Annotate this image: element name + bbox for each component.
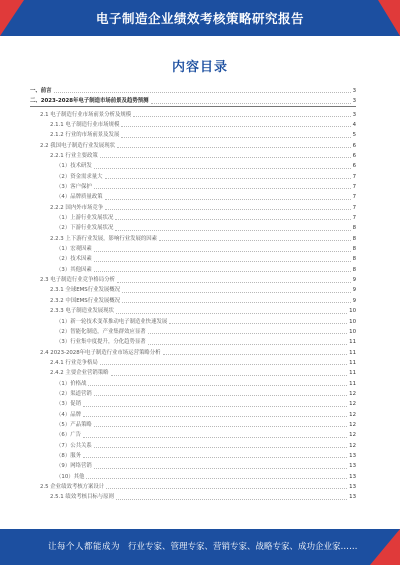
toc-entry[interactable] bbox=[30, 108, 356, 118]
toc-leader-dots bbox=[94, 188, 351, 189]
toc-leader-dots bbox=[121, 137, 350, 138]
footer-slogan-left: 让每个人都能成为 bbox=[48, 542, 121, 552]
toc-leader-dots bbox=[106, 488, 347, 489]
toc-leader-dots bbox=[86, 478, 347, 479]
toc-leader-dots bbox=[159, 240, 350, 241]
toc-entry-label: （1）技术研发 bbox=[56, 163, 92, 170]
toc-entry-label: （1）价格战 bbox=[56, 380, 87, 387]
toc-entry-label: 2.2.1 行业主要政策 bbox=[50, 153, 98, 159]
toc-leader-dots bbox=[111, 375, 348, 376]
toc-entry-label: （3）客户保护 bbox=[56, 184, 92, 191]
toc-entry-page: 8 bbox=[352, 256, 356, 263]
toc-leader-dots bbox=[94, 271, 351, 272]
toc-leader-dots bbox=[94, 468, 347, 469]
toc-entry-label: （6）广告 bbox=[56, 432, 81, 439]
toc-entry[interactable] bbox=[30, 397, 356, 407]
toc-entry-label: 2.1.1 电子制造行业市场规模 bbox=[50, 121, 120, 128]
toc-entry[interactable] bbox=[30, 315, 356, 325]
toc-entry-label: 2.2 我国电子制造行业发展现状 bbox=[40, 142, 115, 149]
toc-entry[interactable] bbox=[30, 118, 356, 128]
toc-entry-page: 11 bbox=[349, 370, 356, 377]
toc-entry[interactable] bbox=[30, 263, 356, 273]
toc-entry-label: （10）其他 bbox=[56, 473, 85, 480]
table-of-contents bbox=[30, 84, 356, 501]
toc-leader-dots bbox=[117, 147, 351, 148]
toc-leader-dots bbox=[83, 437, 347, 438]
toc-leader-dots bbox=[151, 103, 351, 104]
toc-entry-page: 3 bbox=[352, 111, 356, 118]
toc-entry-page: 4 bbox=[352, 121, 356, 128]
toc-entry-page: 7 bbox=[352, 215, 356, 222]
toc-entry-page: 10 bbox=[349, 318, 356, 325]
toc-entry[interactable] bbox=[30, 139, 356, 149]
toc-entry-label: 2.3.1 全球EMS行业发展概况 bbox=[50, 287, 121, 294]
toc-entry-label: （8）服务 bbox=[56, 452, 81, 459]
toc-entry-label: 2.3.3 电子制造业发展现状 bbox=[50, 308, 114, 315]
toc-entry-label: （3）促销 bbox=[56, 401, 81, 408]
toc-leader-dots bbox=[116, 499, 347, 500]
toc-entry-page: 8 bbox=[352, 235, 356, 242]
toc-entry-label: （2）智能化制造，产业集群效应显著 bbox=[56, 328, 146, 335]
toc-entry-page: 12 bbox=[349, 432, 356, 439]
toc-entry-label: 2.1.2 行业的市场前景及发展 bbox=[50, 132, 120, 139]
toc-entry[interactable] bbox=[30, 253, 356, 263]
toc-entry-label: （1）宏观因素 bbox=[56, 246, 92, 253]
toc-entry[interactable] bbox=[30, 335, 356, 345]
toc-entry[interactable] bbox=[30, 149, 356, 159]
toc-entry[interactable] bbox=[30, 84, 356, 94]
toc-entry-label: 2.4 2023-2028年电子制造行业市场运营策略分析 bbox=[40, 349, 161, 356]
toc-entry[interactable] bbox=[30, 294, 356, 304]
toc-entry[interactable] bbox=[30, 170, 356, 180]
toc-entry-page: 13 bbox=[349, 484, 356, 490]
toc-entry-page: 11 bbox=[349, 349, 356, 356]
toc-entry-label: 二、2023-2028年电子制造市场前景及趋势预测 bbox=[30, 98, 149, 105]
toc-leader-dots bbox=[83, 416, 347, 417]
toc-leader-dots bbox=[100, 364, 347, 365]
toc-heading: 内容目录 bbox=[171, 60, 228, 75]
toc-leader-dots bbox=[169, 323, 347, 324]
toc-entry-page: 3 bbox=[352, 98, 356, 105]
toc-entry[interactable] bbox=[30, 201, 356, 211]
toc-entry-page: 10 bbox=[349, 328, 356, 335]
toc-entry[interactable] bbox=[30, 459, 356, 469]
toc-entry[interactable] bbox=[30, 346, 356, 356]
toc-leader-dots bbox=[115, 230, 350, 231]
toc-entry-page: 9 bbox=[352, 277, 356, 284]
toc-entry[interactable] bbox=[30, 470, 356, 480]
toc-entry[interactable] bbox=[30, 242, 356, 252]
toc-entry[interactable] bbox=[30, 428, 356, 438]
toc-entry-page: 5 bbox=[352, 132, 356, 139]
toc-entry[interactable] bbox=[30, 490, 356, 500]
toc-entry-label: （3）其他因素 bbox=[56, 266, 92, 273]
toc-entry-label: （9）网络营销 bbox=[56, 463, 92, 470]
toc-leader-dots bbox=[94, 251, 351, 252]
toc-entry-page: 13 bbox=[349, 463, 356, 470]
toc-entry-page: 12 bbox=[349, 401, 356, 408]
toc-entry[interactable] bbox=[30, 366, 356, 376]
toc-leader-dots bbox=[94, 426, 347, 427]
toc-entry[interactable] bbox=[30, 304, 356, 314]
toc-entry-label: 2.5.1 绩效考核目标与原则 bbox=[50, 494, 114, 501]
toc-entry-label: 2.2.2 国内外市场竞争 bbox=[50, 204, 104, 211]
toc-entry-label: 2.5 企业绩效考核方案设计 bbox=[40, 484, 105, 490]
toc-entry-page: 10 bbox=[349, 308, 356, 315]
report-title: 电子制造企业绩效考核策略研究报告 bbox=[95, 11, 304, 26]
toc-entry[interactable] bbox=[30, 273, 356, 283]
toc-leader-dots bbox=[83, 406, 347, 407]
toc-entry[interactable] bbox=[30, 449, 356, 459]
toc-entry[interactable] bbox=[30, 284, 356, 294]
toc-entry-label: （1）新一轮技术变革推动电子制造业快速发展 bbox=[56, 318, 168, 325]
toc-entry-page: 11 bbox=[349, 380, 356, 387]
toc-entry[interactable] bbox=[30, 159, 356, 169]
toc-entry-page: 12 bbox=[349, 411, 356, 418]
toc-entry[interactable] bbox=[30, 180, 356, 190]
toc-leader-dots bbox=[122, 302, 351, 303]
toc-leader-dots bbox=[83, 457, 347, 458]
toc-leader-dots bbox=[116, 313, 347, 314]
toc-leader-dots bbox=[105, 178, 351, 179]
toc-entry[interactable] bbox=[30, 418, 356, 428]
toc-entry-page: 12 bbox=[349, 442, 356, 449]
toc-entry-label: （2）技术因素 bbox=[56, 256, 92, 263]
toc-leader-dots bbox=[94, 168, 351, 169]
toc-leader-dots bbox=[148, 344, 347, 345]
toc-entry-page: 12 bbox=[349, 421, 356, 428]
toc-leader-dots bbox=[148, 333, 347, 334]
toc-entry-page: 3 bbox=[352, 87, 356, 94]
toc-entry[interactable] bbox=[30, 94, 356, 104]
toc-entry-page: 6 bbox=[352, 153, 356, 159]
toc-entry-label: 2.4.1 行业竞争格局 bbox=[50, 359, 98, 366]
toc-entry[interactable] bbox=[30, 439, 356, 449]
toc-entry-label: （2）资金需求量大 bbox=[56, 173, 103, 180]
toc-leader-dots bbox=[105, 199, 351, 200]
toc-entry-page: 8 bbox=[352, 266, 356, 273]
toc-entry-page: 9 bbox=[352, 287, 356, 294]
toc-entry-label: 2.3 电子制造行业竞争格局分析 bbox=[40, 277, 115, 284]
toc-leader-dots bbox=[117, 282, 351, 283]
toc-entry-page: 12 bbox=[349, 390, 356, 397]
toc-entry[interactable] bbox=[30, 408, 356, 418]
toc-entry-page: 13 bbox=[349, 452, 356, 459]
toc-entry-label: （4）品牌 bbox=[56, 411, 81, 418]
toc-entry-label: 一、前言 bbox=[30, 87, 52, 94]
toc-entry-label: （2）渠道营销 bbox=[56, 390, 92, 397]
toc-entry[interactable] bbox=[30, 232, 356, 242]
toc-entry-page: 11 bbox=[349, 339, 356, 346]
toc-entry-label: 2.4.2 主要企业营销策略 bbox=[50, 370, 109, 377]
toc-entry-page: 7 bbox=[352, 194, 356, 201]
toc-entry[interactable] bbox=[30, 190, 356, 200]
toc-entry-page: 8 bbox=[352, 246, 356, 253]
toc-entry-page: 7 bbox=[352, 184, 356, 191]
toc-entry[interactable] bbox=[30, 356, 356, 366]
toc-leader-dots bbox=[121, 126, 350, 127]
toc-entry[interactable] bbox=[30, 480, 356, 490]
toc-leader-dots bbox=[163, 354, 348, 355]
toc-entry-page: 13 bbox=[349, 473, 356, 480]
toc-leader-dots bbox=[88, 385, 347, 386]
toc-entry-label: （1）上游行业发展状况 bbox=[56, 215, 114, 222]
toc-entry-label: 2.2.3 上下游行业发展，影响行业发展的因素 bbox=[50, 235, 158, 242]
toc-entry[interactable] bbox=[30, 377, 356, 387]
toc-leader-dots bbox=[54, 92, 351, 93]
toc-entry[interactable] bbox=[30, 211, 356, 221]
toc-entry-page: 7 bbox=[352, 204, 356, 211]
toc-entry-page: 6 bbox=[352, 142, 356, 149]
toc-entry-page: 9 bbox=[352, 297, 356, 304]
toc-entry-page: 6 bbox=[352, 163, 356, 170]
toc-entry-label: （2）下游行业发展状况 bbox=[56, 225, 114, 232]
toc-entry-label: 2.1 电子制造行业市场前景分析及规模 bbox=[40, 111, 132, 118]
toc-entry-label: （5）产品策略 bbox=[56, 421, 92, 428]
toc-entry-page: 11 bbox=[349, 359, 356, 366]
page-footer bbox=[0, 529, 400, 565]
toc-leader-dots bbox=[94, 447, 347, 448]
toc-entry-label: （4）品牌质量政策 bbox=[56, 194, 103, 201]
toc-leader-dots bbox=[122, 292, 351, 293]
toc-divider bbox=[30, 106, 356, 107]
toc-entry-page: 7 bbox=[352, 173, 356, 180]
toc-leader-dots bbox=[100, 157, 351, 158]
footer-right-accent bbox=[370, 529, 400, 565]
toc-entry-label: （7）公共关系 bbox=[56, 442, 92, 449]
toc-entry[interactable] bbox=[30, 128, 356, 138]
toc-entry[interactable] bbox=[30, 325, 356, 335]
toc-leader-dots bbox=[115, 219, 350, 220]
toc-entry[interactable] bbox=[30, 221, 356, 231]
toc-leader-dots bbox=[94, 395, 347, 396]
toc-leader-dots bbox=[94, 261, 351, 262]
toc-entry[interactable] bbox=[30, 387, 356, 397]
page-header bbox=[0, 0, 400, 36]
toc-entry-label: 2.3.2 中国EMS行业发展概况 bbox=[50, 297, 121, 304]
toc-entry-label: （3）行业集中度提升，分化趋势显著 bbox=[56, 339, 146, 346]
toc-leader-dots bbox=[105, 209, 350, 210]
toc-leader-dots bbox=[133, 116, 350, 117]
toc-entry-page: 13 bbox=[349, 494, 356, 501]
toc-entry-page: 8 bbox=[352, 225, 356, 232]
footer-slogan-right: 行业专家、管理专家、营销专家、战略专家、成功企业家…… bbox=[128, 542, 358, 552]
